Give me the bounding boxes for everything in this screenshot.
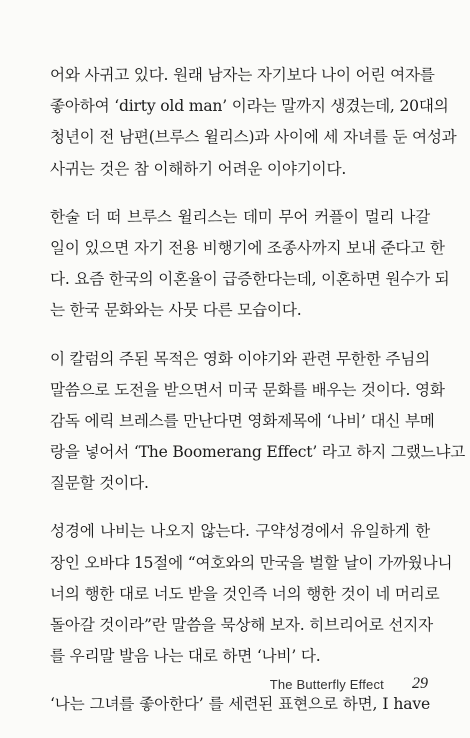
page-footer: [0, 675, 470, 697]
paragraph: [50, 60, 457, 185]
text-line: 돌아갈 것이라”란 말씀을 묵상해 보자. 히브리어로 선지자: [50, 616, 433, 634]
text-line: 이 칼럼의 주된 목적은 영화 이야기와 관련 무한한 주님의: [50, 349, 430, 368]
body-text: [50, 60, 466, 738]
text-line: 말씀으로 도전을 받으면서 미국 문화를 배우는 것이다. 영화: [50, 380, 445, 399]
text-line: 좋아하여 ‘dirty old man’ 이라는 말까지 생겼는데, 20대의: [50, 97, 449, 116]
text-line: 사귀는 것은 참 이해하기 어려운 이야기이다.: [50, 159, 347, 178]
text-line: ‘나는 그녀를 좋아한다’ 를 세련된 표현으로 하면, I have: [50, 695, 430, 714]
text-line: 어와 사귀고 있다. 원래 남자는 자기보다 나이 어린 여자를: [50, 66, 435, 84]
text-line: 너의 행한 대로 너도 받을 것인즉 너의 행한 것이 네 머리로: [50, 584, 440, 603]
text-line: 는 한국 문화와는 사뭇 다른 모습이다.: [50, 301, 302, 320]
text-line: 청년이 전 남편(브루스 윌리스)과 사이에 세 자녀를 둔 여성과: [50, 128, 457, 147]
paragraph: [50, 344, 466, 500]
text-line: 장인 오바댜 15절에 “여호와의 만국을 벌할 날이 가까웠나니: [50, 553, 453, 572]
text-line: 를 우리말 발음 나는 대로 하면 ‘나비’ 다.: [50, 647, 321, 666]
text-line: 랑을 넣어서 ‘The Boomerang Effect’ 라고 하지 그랬느냐고: [50, 443, 466, 462]
text-line: 일이 있으면 자기 전용 비행기에 조종사까지 보내 준다고 한: [50, 238, 445, 257]
text-line: 다. 요즘 한국의 이혼율이 급증한다는데, 이혼하면 원수가 되: [50, 270, 450, 289]
text-line: 성경에 나비는 나오지 않는다. 구약성경에서 유일하게 한: [50, 522, 430, 541]
text-line: 질문할 것이다.: [50, 474, 149, 493]
text-line: 한술 더 떠 브루스 윌리스는 데미 무어 커플이 멀리 나갈: [50, 207, 430, 226]
running-title: The Butterfly Effect: [269, 677, 384, 692]
text-line: 감독 에릭 브레스를 만난다면 영화제목에 ‘나비’ 대신 부메: [50, 411, 435, 430]
page-number: 29: [412, 675, 428, 692]
paragraph: [50, 202, 450, 327]
paragraph: [50, 516, 453, 672]
